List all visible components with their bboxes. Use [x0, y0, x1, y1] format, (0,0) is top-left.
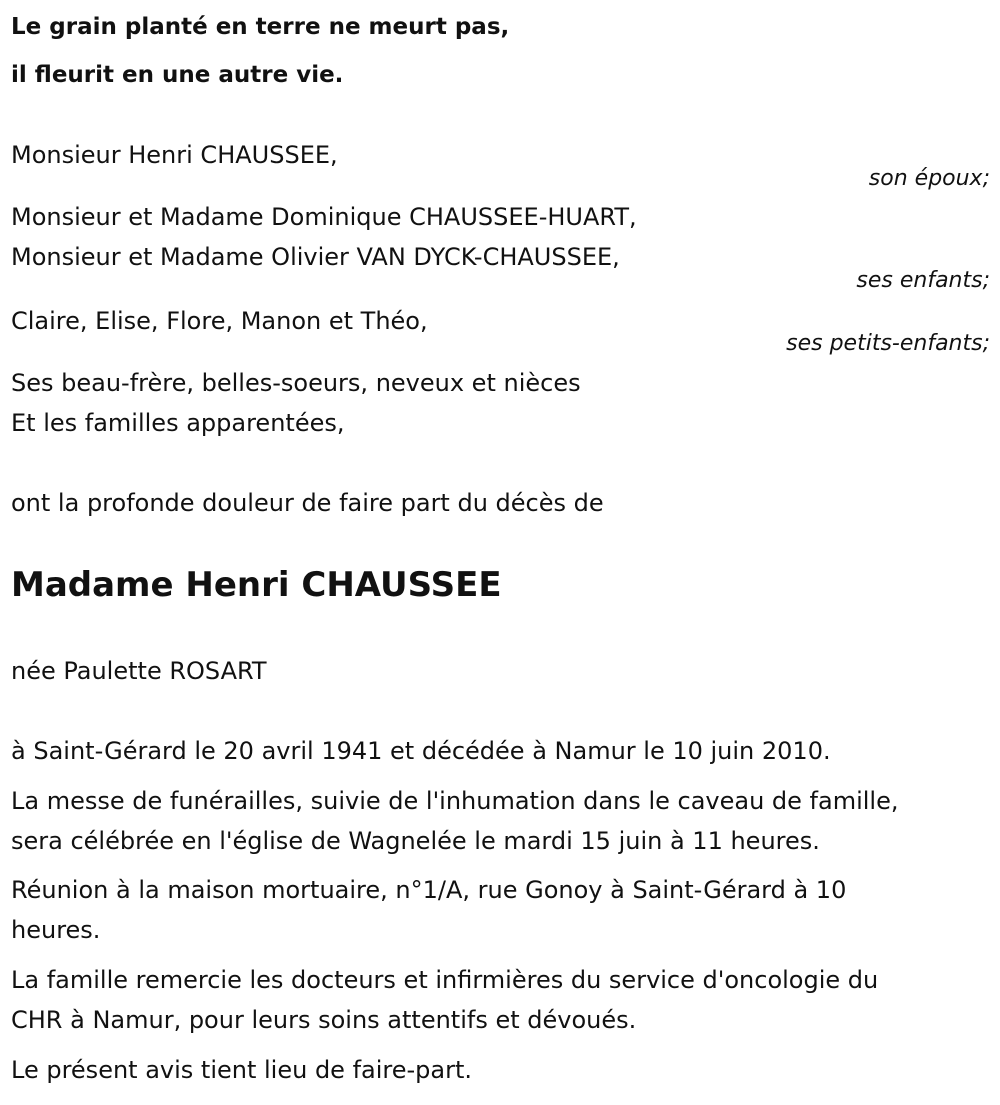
- meeting-line-1: Réunion à la maison mortuaire, n°1/A, rue Gonoy à Saint-Gérard à 10: [11, 876, 847, 904]
- verse-line-2: il fleurit en une autre vie.: [11, 62, 344, 88]
- relatives-line-2: Et les familles apparentées,: [11, 409, 345, 437]
- grandchildren-role: ses petits-enfants;: [786, 331, 990, 356]
- thanks-line-2: CHR à Namur, pour leurs soins attentifs et dévoués.: [11, 1006, 637, 1034]
- grandchildren-names: Claire, Elise, Flore, Manon et Théo,: [11, 307, 428, 335]
- dates-line: à Saint-Gérard le 20 avril 1941 et décédée à Namur le 10 juin 2010.: [11, 737, 831, 765]
- funeral-line-2: sera célébrée en l'église de Wagnelée le mardi 15 juin à 11 heures.: [11, 827, 820, 855]
- thanks-line-1: La famille remercie les docteurs et infirmières du service d'oncologie du: [11, 966, 879, 994]
- funeral-line-1: La messe de funérailles, suivie de l'inhumation dans le caveau de famille,: [11, 787, 899, 815]
- husband-name: Monsieur Henri CHAUSSEE,: [11, 141, 338, 169]
- relatives-line-1: Ses beau-frère, belles-soeurs, neveux et nièces: [11, 369, 581, 397]
- child-name-2: Monsieur et Madame Olivier VAN DYCK-CHAUSSEE,: [11, 243, 620, 271]
- husband-role: son époux;: [868, 166, 990, 191]
- announcement-text: ont la profonde douleur de faire part du décès de: [11, 489, 604, 517]
- notice-line: Le présent avis tient lieu de faire-part.: [11, 1056, 473, 1084]
- meeting-line-2: heures.: [11, 916, 101, 944]
- verse-line-1: Le grain planté en terre ne meurt pas,: [11, 14, 510, 40]
- child-name-1: Monsieur et Madame Dominique CHAUSSEE-HUART,: [11, 203, 637, 231]
- birth-name: née Paulette ROSART: [11, 657, 267, 685]
- deceased-name: Madame Henri CHAUSSEE: [11, 565, 502, 605]
- children-role: ses enfants;: [856, 268, 990, 293]
